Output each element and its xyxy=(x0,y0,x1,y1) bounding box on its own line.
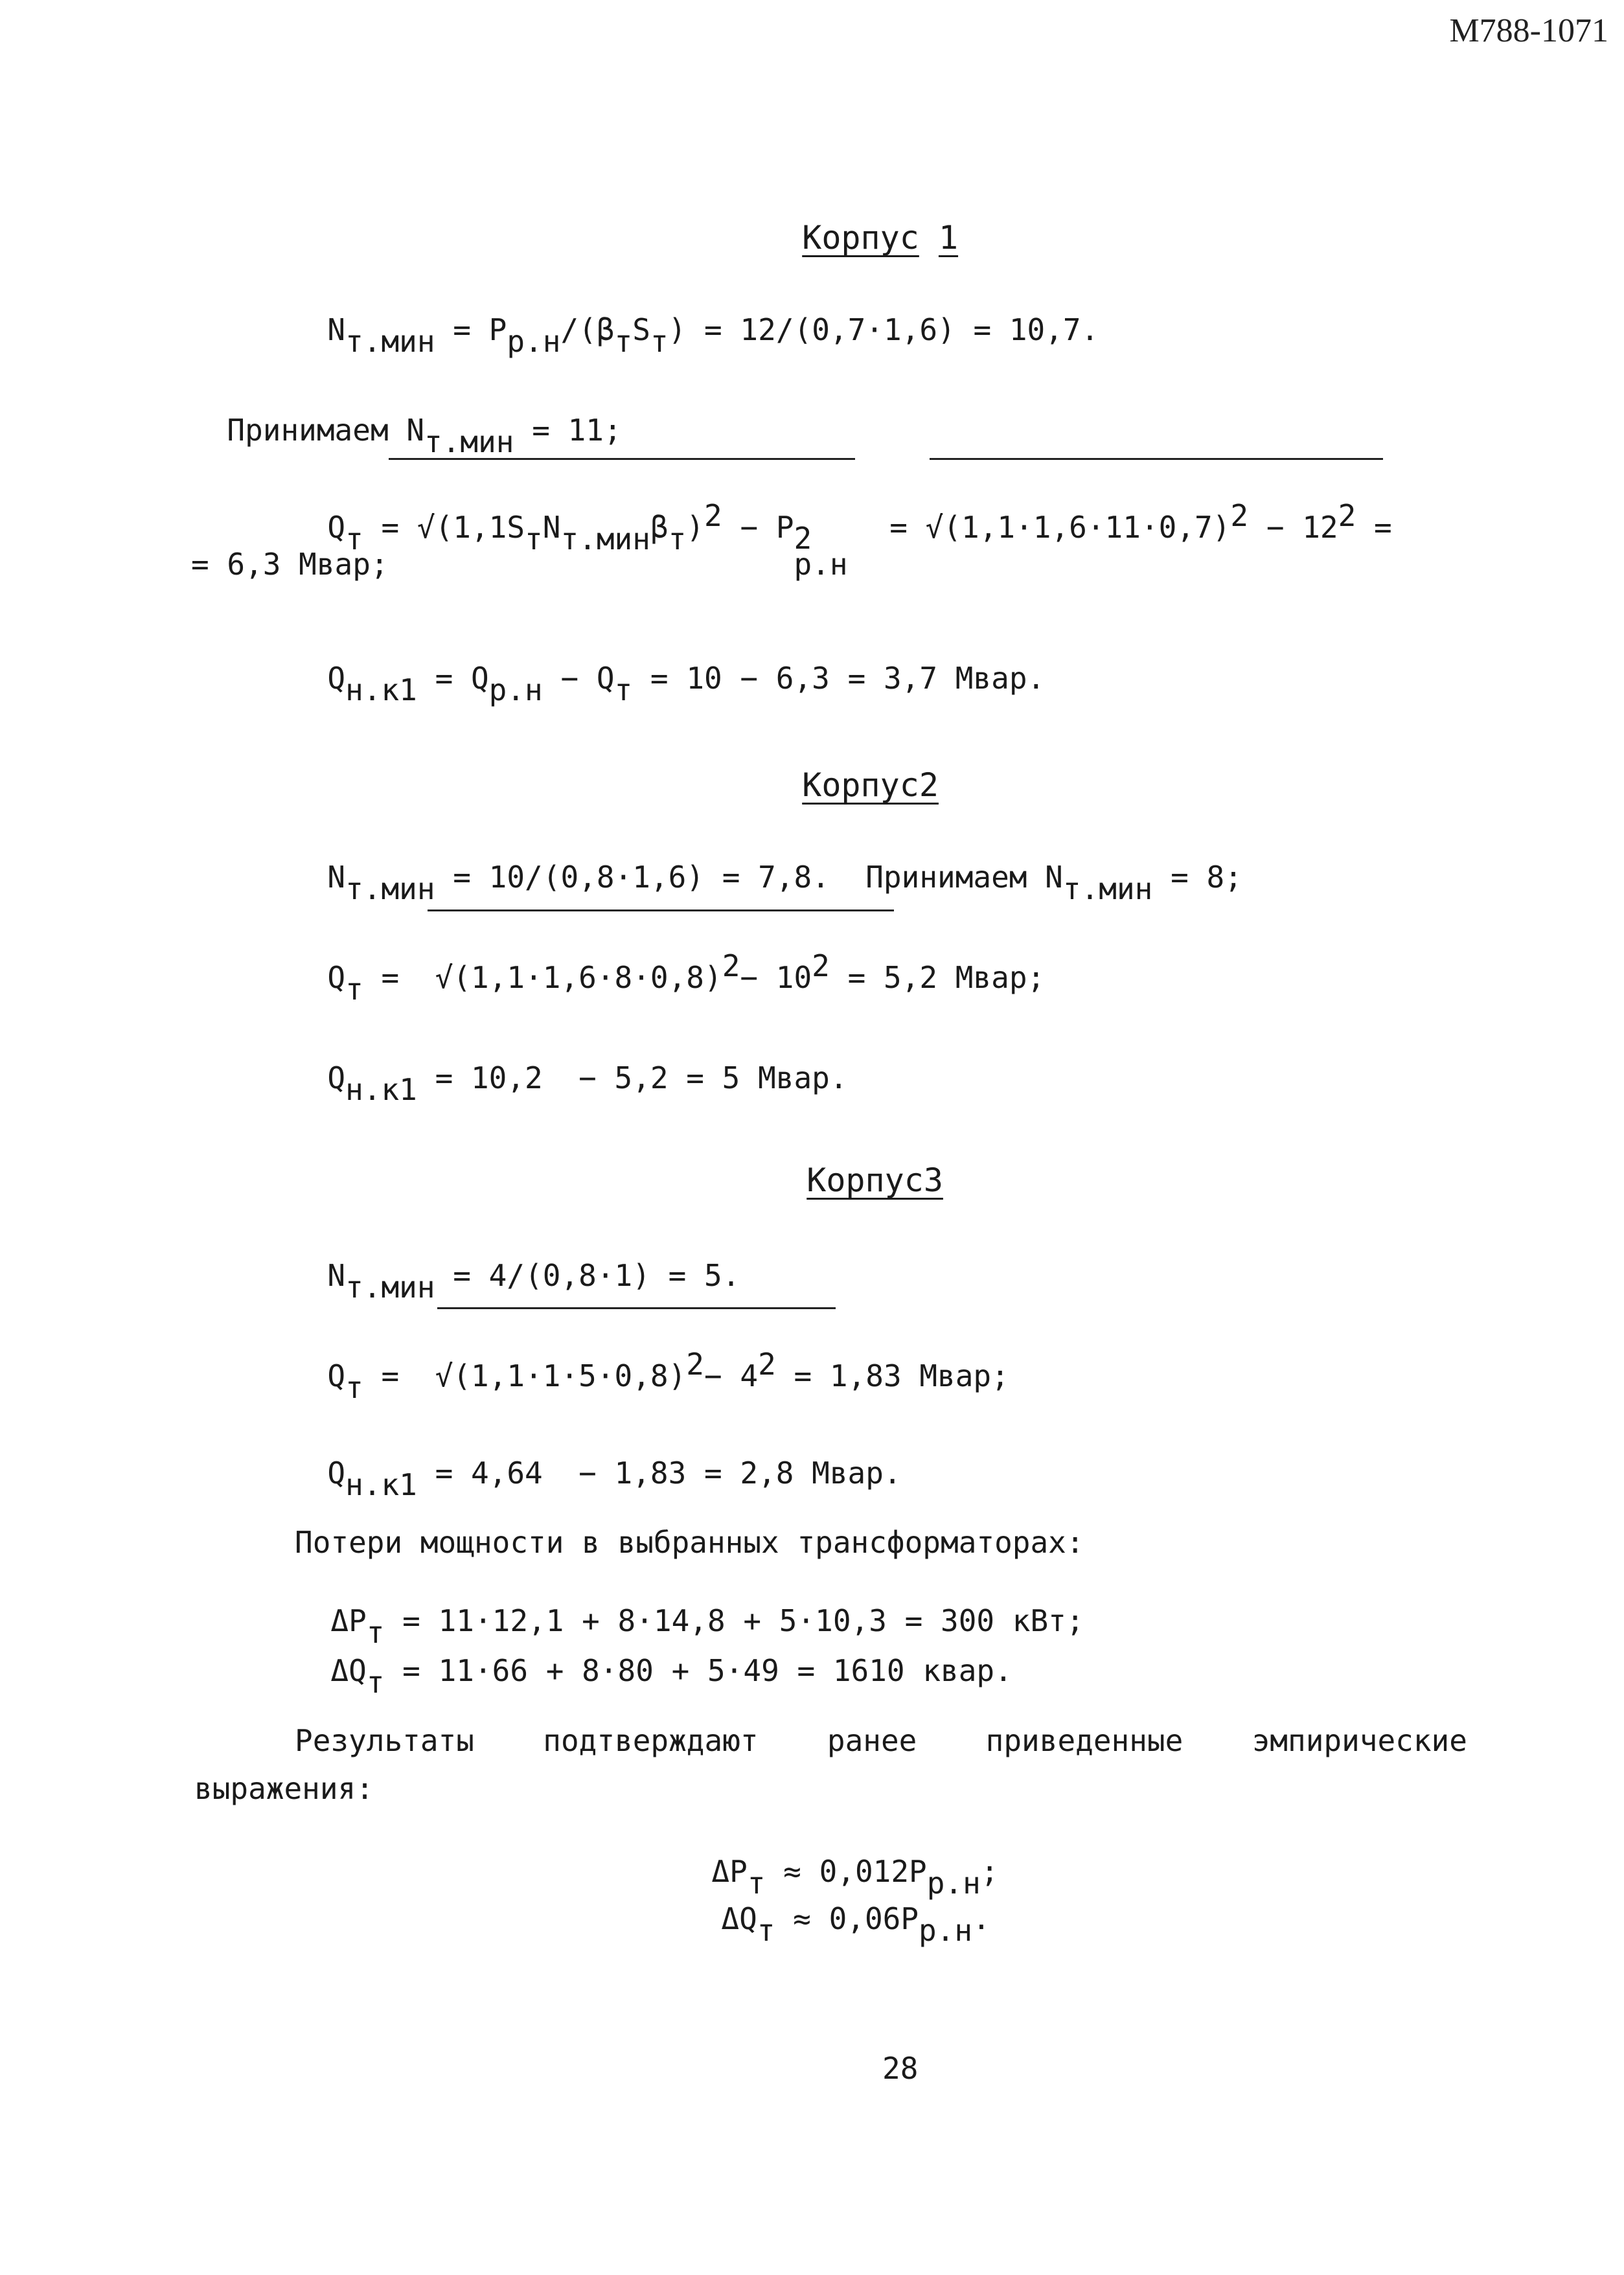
eq-text: − 4 xyxy=(704,1358,759,1393)
eq-text: Q xyxy=(327,510,346,545)
equation-q-2 xyxy=(292,933,1046,1007)
eq-subscript: н.к1 xyxy=(345,672,417,707)
eq-text: = 10/(0,8·1,6) = 7,8. Принимаем N xyxy=(435,860,1063,895)
eq-text: . xyxy=(972,1901,990,1936)
eq-text: = P xyxy=(435,312,507,347)
sqrt-overline xyxy=(428,909,894,911)
eq-subscript: т xyxy=(757,1913,775,1948)
eq-text: Q xyxy=(327,1358,346,1393)
results-word: эмпирические xyxy=(1252,1723,1467,1758)
eq-text: Q xyxy=(327,1060,346,1095)
eq-text: ≈ 0,012P xyxy=(765,1854,927,1889)
eq-text: = 11; xyxy=(514,413,622,448)
eq-text: = 1,83 Мвар; xyxy=(775,1358,1009,1393)
section-heading-text: Корпус3 xyxy=(806,1161,943,1199)
eq-text: = √(1,1·1·5·0,8) xyxy=(363,1358,687,1393)
eq-text: = 4,64 − 1,83 = 2,8 Мвар. xyxy=(417,1456,902,1491)
eq-superscript: 2 xyxy=(704,498,722,533)
eq-text: − P xyxy=(722,510,794,545)
results-paragraph-line xyxy=(295,1723,1467,1758)
eq-text: − Q xyxy=(542,661,615,696)
eq-text: − 12 xyxy=(1248,510,1338,545)
eq-subscript: р.н xyxy=(919,1913,973,1948)
eq-text: Q xyxy=(327,1456,346,1491)
eq-subscript: т xyxy=(614,324,633,359)
losses-delta-q xyxy=(295,1626,1012,1700)
eq-subscript: н.к1 xyxy=(345,1467,417,1502)
eq-text: = 5,2 Мвар; xyxy=(829,960,1046,995)
eq-text: N xyxy=(542,510,561,545)
eq-text: = 8; xyxy=(1152,860,1242,895)
eq-subscript: р.н xyxy=(794,547,848,582)
eq-subscript: т.мин xyxy=(560,521,650,556)
eq-superscript: 2 xyxy=(686,1347,704,1382)
eq-superscript: 2 xyxy=(812,948,830,983)
eq-text: ΔQ xyxy=(330,1653,367,1688)
eq-subscript: т xyxy=(366,1665,385,1700)
eq-subscript: т.мин xyxy=(1062,871,1153,906)
eq-text: = 11·12,1 + 8·14,8 + 5·10,3 = 300 кВт; xyxy=(384,1603,1084,1638)
eq-subscript: т.мин xyxy=(345,324,435,359)
section-heading-text: Корпус xyxy=(802,219,919,257)
section-heading-1 xyxy=(763,181,958,257)
eq-text: N xyxy=(327,1258,346,1293)
results-word: ранее xyxy=(827,1723,917,1758)
eq-text: = √(1,1·1,6·11·0,7) xyxy=(871,510,1231,545)
results-word: подтверждают xyxy=(543,1723,759,1758)
eq-superscript: 2 xyxy=(758,1347,776,1382)
sqrt-overline xyxy=(389,458,855,460)
eq-subscript: р.н xyxy=(488,672,543,707)
eq-subscript: т xyxy=(747,1866,766,1901)
equation-q-1-continued: = 6,3 Мвар; xyxy=(191,547,389,582)
accept-n-min-1 xyxy=(191,385,622,459)
eq-text: N xyxy=(327,312,346,347)
equation-q-nk-2 xyxy=(292,1033,848,1107)
eq-text: β xyxy=(650,510,669,545)
eq-subscript: н.к1 xyxy=(345,1072,417,1107)
equation-q-nk-1 xyxy=(292,634,1046,707)
eq-text: ΔP xyxy=(711,1854,748,1889)
equation-n-min-3 xyxy=(292,1231,740,1305)
eq-text: Q xyxy=(327,960,346,995)
equation-q-nk-3 xyxy=(292,1428,902,1502)
eq-text: N xyxy=(327,860,346,895)
eq-text: ) xyxy=(686,510,705,545)
eq-text: ) = 12/(0,7·1,6) = 10,7. xyxy=(668,312,1099,347)
eq-text: = 10,2 − 5,2 = 5 Мвар. xyxy=(417,1060,848,1095)
eq-text: = 10 − 6,3 = 3,7 Мвар. xyxy=(632,661,1046,696)
eq-text: ≈ 0,06P xyxy=(775,1901,919,1936)
eq-text: ΔQ xyxy=(721,1901,757,1936)
eq-subscript: т xyxy=(345,1370,363,1405)
eq-subscript: р.н xyxy=(926,1866,981,1901)
eq-subscript: т.мин xyxy=(424,424,514,459)
eq-superscript: 2 xyxy=(1338,498,1356,533)
equation-q-1 xyxy=(292,483,1392,582)
eq-text: = √(1,1S xyxy=(363,510,525,545)
eq-text: − 10 xyxy=(740,960,812,995)
section-heading-2 xyxy=(763,729,939,804)
eq-subscript: т xyxy=(614,672,633,707)
eq-text: = Q xyxy=(417,661,489,696)
eq-subscript: т.мин xyxy=(345,871,435,906)
document-code: М788-1071 xyxy=(1449,12,1608,49)
eq-text: ; xyxy=(980,1854,999,1889)
eq-text: ΔP xyxy=(330,1603,367,1638)
losses-intro: Потери мощности в выбранных трансформаторах: xyxy=(295,1525,1084,1560)
eq-text: S xyxy=(632,312,650,347)
eq-subscript: т xyxy=(525,521,543,556)
equation-q-3 xyxy=(292,1331,1009,1405)
eq-subscript: т xyxy=(366,1615,385,1650)
eq-text: = √(1,1·1,6·8·0,8) xyxy=(363,960,722,995)
results-word: приведенные xyxy=(985,1723,1184,1758)
formula-delta-q xyxy=(685,1874,990,1948)
eq-subscript: т xyxy=(668,521,687,556)
section-heading-number: 1 xyxy=(938,219,959,257)
eq-superscript: 2 xyxy=(794,521,812,556)
section-heading-3 xyxy=(768,1124,943,1199)
eq-subscript: т xyxy=(345,972,363,1007)
page-number: 28 xyxy=(882,2051,919,2086)
eq-subscript: р.н xyxy=(507,324,561,359)
sqrt-overline xyxy=(930,458,1383,460)
eq-superscript: 2 xyxy=(722,948,740,983)
eq-subscript: т.мин xyxy=(345,1270,435,1305)
equation-n-min-2 xyxy=(292,832,1242,906)
eq-subscript: т xyxy=(345,521,363,556)
eq-subscript: т xyxy=(650,324,669,359)
eq-text: Q xyxy=(327,661,346,696)
equation-n-min-1 xyxy=(292,285,1099,359)
sqrt-overline xyxy=(437,1307,836,1309)
eq-text: = 4/(0,8·1) = 5. xyxy=(435,1258,740,1293)
eq-text: = 11·66 + 8·80 + 5·49 = 1610 квар. xyxy=(384,1653,1012,1688)
eq-text: /(β xyxy=(560,312,615,347)
eq-text: = xyxy=(1356,510,1392,545)
eq-superscript: 2 xyxy=(1230,498,1249,533)
results-word: Результаты xyxy=(295,1723,474,1758)
section-heading-text: Корпус2 xyxy=(802,766,939,804)
results-continuation: выражения: xyxy=(194,1771,374,1806)
eq-text: Принимаем N xyxy=(227,413,425,448)
